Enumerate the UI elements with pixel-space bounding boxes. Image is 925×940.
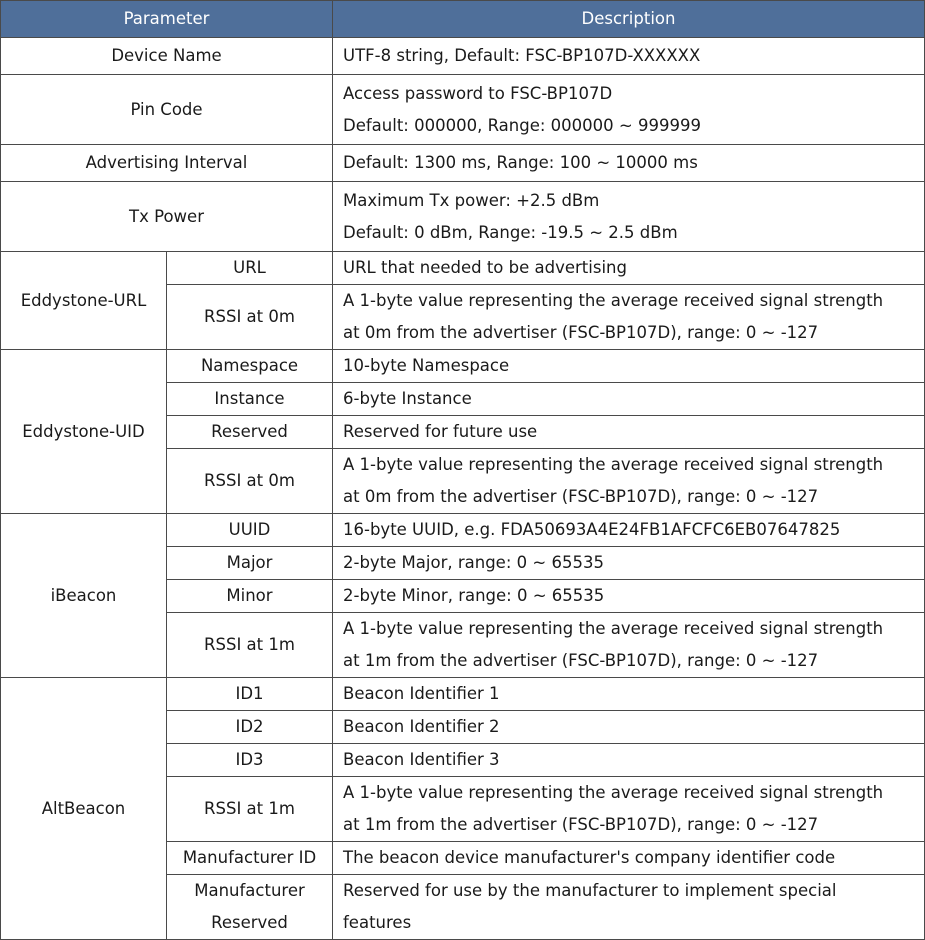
pin-code-desc	[333, 75, 925, 145]
device-name-desc: UTF-8 string, Default: FSC-BP107D-XXXXXX	[333, 38, 925, 75]
device-name-label: Device Name	[1, 38, 333, 75]
header-description: Description	[333, 1, 925, 38]
ibeacon-uuid-desc: 16-byte UUID, e.g. FDA50693A4E24FB1AFCFC6EB07647825	[333, 514, 925, 547]
eddystone-url-rssi-desc-line1: A 1-byte value representing the average received signal strength	[343, 291, 884, 310]
eddystone-url-rssi-desc	[333, 285, 925, 350]
eddystone-url-rssi-desc-line2: at 0m from the advertiser (FSC-BP107D), range: 0 ~ -127	[343, 323, 819, 342]
table-row	[1, 75, 925, 145]
pin-code-desc-line2: Default: 000000, Range: 000000 ~ 999999	[343, 115, 701, 135]
altbeacon-manufacturer-reserved-label-line2: Reserved	[211, 913, 288, 932]
table-row	[1, 252, 925, 285]
altbeacon-id2-desc: Beacon Identifier 2	[333, 711, 925, 744]
eddystone-url-group-label: Eddystone-URL	[1, 252, 167, 350]
altbeacon-manufacturer-reserved-label-line1: Manufacturer	[194, 881, 305, 900]
altbeacon-id3-desc: Beacon Identifier 3	[333, 744, 925, 777]
altbeacon-id3-label: ID3	[167, 744, 333, 777]
altbeacon-manufacturer-reserved-label	[167, 875, 333, 940]
eddystone-uid-group-label: Eddystone-UID	[1, 350, 167, 514]
eddystone-uid-rssi-desc	[333, 449, 925, 514]
altbeacon-rssi-desc-line2: at 1m from the advertiser (FSC-BP107D), range: 0 ~ -127	[343, 815, 819, 834]
altbeacon-rssi-label: RSSI at 1m	[167, 777, 333, 842]
adv-interval-desc: Default: 1300 ms, Range: 100 ~ 10000 ms	[333, 145, 925, 182]
table-row	[1, 678, 925, 711]
table-row	[1, 38, 925, 75]
ibeacon-major-label: Major	[167, 547, 333, 580]
tx-power-desc	[333, 182, 925, 252]
eddystone-uid-instance-label: Instance	[167, 383, 333, 416]
altbeacon-manufacturer-id-label: Manufacturer ID	[167, 842, 333, 875]
eddystone-uid-namespace-label: Namespace	[167, 350, 333, 383]
altbeacon-id1-desc: Beacon Identifier 1	[333, 678, 925, 711]
header-parameter: Parameter	[1, 1, 333, 38]
adv-interval-label: Advertising Interval	[1, 145, 333, 182]
altbeacon-manufacturer-id-desc: The beacon device manufacturer's company identifier code	[333, 842, 925, 875]
eddystone-url-rssi-label: RSSI at 0m	[167, 285, 333, 350]
ibeacon-rssi-desc-line1: A 1-byte value representing the average received signal strength	[343, 619, 884, 638]
ibeacon-uuid-label: UUID	[167, 514, 333, 547]
ibeacon-minor-desc: 2-byte Minor, range: 0 ~ 65535	[333, 580, 925, 613]
ibeacon-rssi-label: RSSI at 1m	[167, 613, 333, 678]
table-row	[1, 350, 925, 383]
altbeacon-manufacturer-reserved-desc-line2: features	[343, 913, 412, 932]
altbeacon-group-label: AltBeacon	[1, 678, 167, 940]
ibeacon-group-label: iBeacon	[1, 514, 167, 678]
altbeacon-id2-label: ID2	[167, 711, 333, 744]
pin-code-label: Pin Code	[1, 75, 333, 145]
altbeacon-rssi-desc-line1: A 1-byte value representing the average received signal strength	[343, 783, 884, 802]
tx-power-desc-line1: Maximum Tx power: +2.5 dBm	[343, 190, 600, 210]
eddystone-url-url-desc: URL that needed to be advertising	[333, 252, 925, 285]
altbeacon-manufacturer-reserved-desc	[333, 875, 925, 940]
eddystone-uid-rssi-desc-line2: at 0m from the advertiser (FSC-BP107D), range: 0 ~ -127	[343, 487, 819, 506]
table-row	[1, 514, 925, 547]
ibeacon-rssi-desc-line2: at 1m from the advertiser (FSC-BP107D), range: 0 ~ -127	[343, 651, 819, 670]
eddystone-url-url-label: URL	[167, 252, 333, 285]
eddystone-uid-namespace-desc: 10-byte Namespace	[333, 350, 925, 383]
altbeacon-manufacturer-reserved-desc-line1: Reserved for use by the manufacturer to implement special	[343, 881, 837, 900]
eddystone-uid-reserved-desc: Reserved for future use	[333, 416, 925, 449]
eddystone-uid-rssi-desc-line1: A 1-byte value representing the average received signal strength	[343, 455, 884, 474]
table-row	[1, 182, 925, 252]
header-row	[1, 1, 925, 38]
eddystone-uid-reserved-label: Reserved	[167, 416, 333, 449]
tx-power-label: Tx Power	[1, 182, 333, 252]
table-row	[1, 145, 925, 182]
eddystone-uid-instance-desc: 6-byte Instance	[333, 383, 925, 416]
altbeacon-id1-label: ID1	[167, 678, 333, 711]
tx-power-desc-line2: Default: 0 dBm, Range: -19.5 ~ 2.5 dBm	[343, 222, 678, 242]
ibeacon-rssi-desc	[333, 613, 925, 678]
pin-code-desc-line1: Access password to FSC-BP107D	[343, 83, 613, 103]
eddystone-uid-rssi-label: RSSI at 0m	[167, 449, 333, 514]
ibeacon-major-desc: 2-byte Major, range: 0 ~ 65535	[333, 547, 925, 580]
ibeacon-minor-label: Minor	[167, 580, 333, 613]
altbeacon-rssi-desc	[333, 777, 925, 842]
